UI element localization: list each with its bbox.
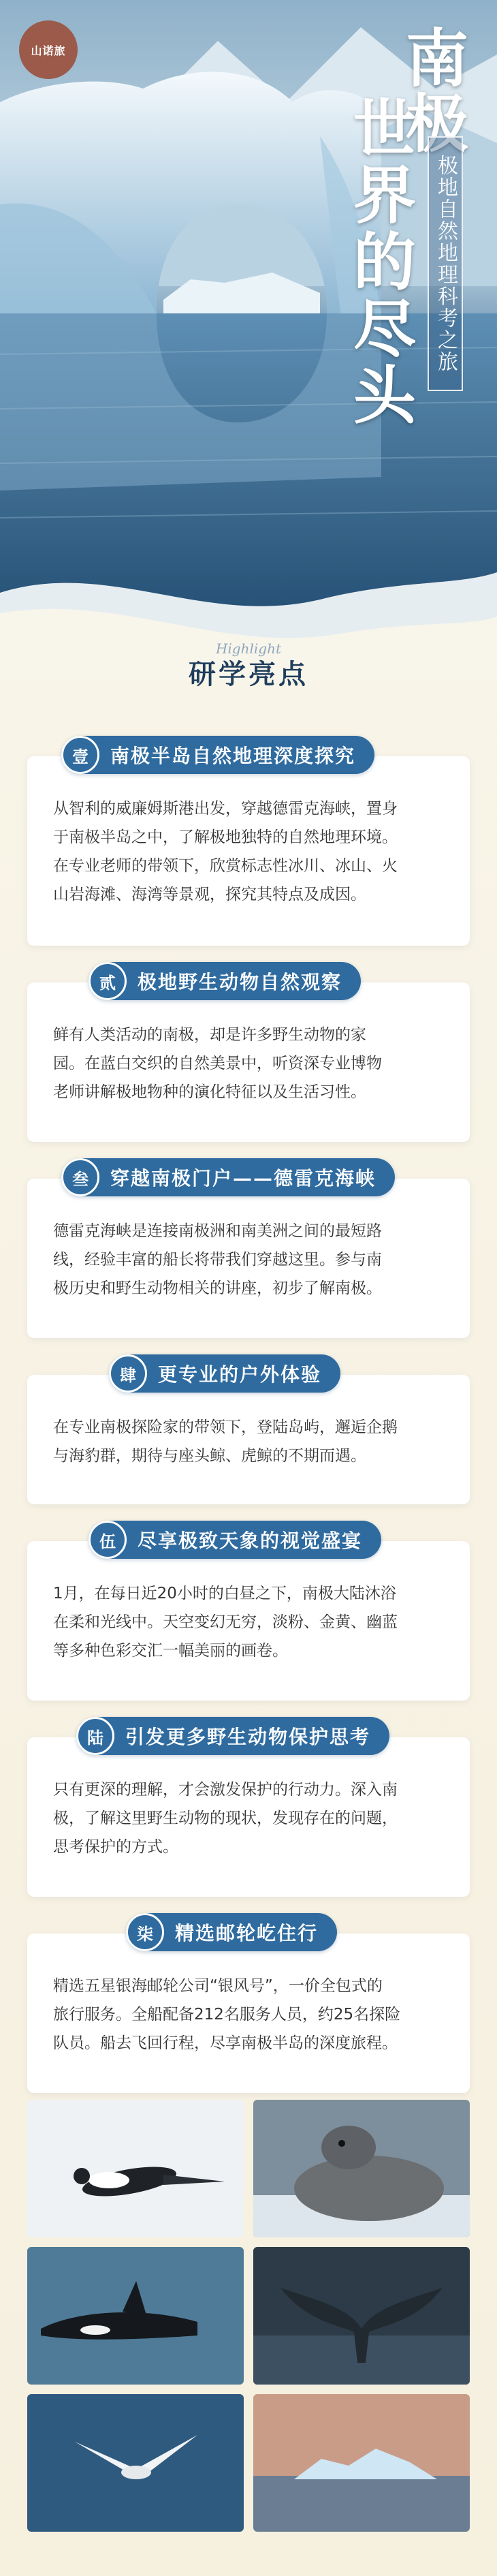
card-1-line: 山岩海滩、海湾等景观，探究其特点及成因。 [53,886,366,903]
section-title-en: Highlight [215,640,282,657]
card-6-line: 思考保护的方式。 [53,1838,178,1856]
card-7-text [53,1972,447,2058]
pill-6-number: 陆 [76,1717,114,1755]
whale-tail-photo [253,2247,470,2385]
hero-subtitle: 极地自然地理科考之旅 [428,136,463,391]
pill-2-title: 极地野生动物自然观察 [138,971,342,993]
photo-grid [27,2100,470,2536]
section-title-cn: 研学亮点 [189,658,308,690]
card-1-text [53,794,447,909]
card-6-line: 只有更深的理解，才会激发保护的行动力。深入南 [53,1781,398,1799]
card-7-line: 队员。船去飞回行程，尽享南极半岛的深度旅程。 [53,2034,398,2052]
pill-3-title: 穿越南极门户——德雷克海峡 [110,1167,376,1190]
highlight-card-5 [27,1541,470,1701]
logo-text: 山诺旅 [31,44,66,57]
card-7-line: 精选五星银海邮轮公司“银风号”，一价全包式的 [53,1977,383,1995]
card-3-text [53,1217,447,1303]
orca-photo [27,2247,244,2385]
pill-5-number: 伍 [89,1521,127,1559]
iceberg-image [253,2394,470,2532]
card-4-line: 在专业南极探险家的带领下，登陆岛屿，邂逅企鹅 [53,1418,398,1436]
card-2-line: 老师讲解极地物种的演化特征以及生活习性。 [53,1083,366,1101]
albatross-photo [27,2394,244,2532]
section-header [0,640,497,692]
card-4-line: 与海豹群，期待与座头鲸、虎鲸的不期而遇。 [53,1447,366,1465]
highlight-pill-1 [61,736,374,774]
card-5-line: 1月，在每日近20小时的白昼之下，南极大陆沐浴 [53,1585,396,1602]
brand-logo [19,20,78,79]
hero-title-2: 世界的尽头 [343,95,417,429]
penguin-photo [27,2100,244,2237]
hero-title-line2 [343,95,417,429]
card-1-line: 于南极半岛之中，了解极地独特的自然地理环境。 [53,828,398,846]
card-3-line: 极历史和野生动物相关的讲座，初步了解南极。 [53,1279,382,1297]
card-7-line: 旅行服务。全船配备212名服务人员，约25名探险 [53,2006,401,2023]
albatross-image [27,2394,244,2532]
card-3-line: 线，经验丰富的船长将带我们穿越这里。参与南 [53,1251,382,1269]
orca-image [27,2247,244,2385]
card-5-line: 在柔和光线中。天空变幻无穷，淡粉、金黄、幽蓝 [53,1613,398,1631]
card-2-line: 园。在蓝白交织的自然美景中，听资深专业博物 [53,1055,382,1072]
highlight-pill-3 [61,1158,395,1196]
iceberg-photo [253,2394,470,2532]
seal-photo [253,2100,470,2237]
card-6-line: 极，了解这里野生动物的现状，发现存在的问题， [53,1810,398,1827]
card-1-line: 从智利的威廉姆斯港出发，穿越德雷克海峡，置身 [53,800,398,818]
card-5-line: 等多种色彩交汇一幅美丽的画卷。 [53,1642,288,1660]
highlight-card-6 [27,1737,470,1897]
card-3-line: 德雷克海峡是连接南极洲和南美洲之间的最短路 [53,1222,382,1240]
card-6-text [53,1775,447,1861]
highlight-pill-2 [89,962,361,1000]
highlight-pill-7 [126,1913,337,1951]
penguin-image [27,2100,244,2237]
highlight-card-3 [27,1179,470,1338]
pill-2-number: 贰 [89,962,127,1000]
card-4-text [53,1413,447,1470]
seal-image [253,2100,470,2237]
card-5-text [53,1579,447,1665]
whale-tail-image [253,2247,470,2385]
pill-4-number: 肆 [109,1354,147,1393]
pill-5-title: 尽享极致天象的视觉盛宴 [138,1530,363,1552]
pill-6-title: 引发更多野生动物保护思考 [125,1726,371,1748]
hero-title-1: 南极 [405,22,468,161]
highlight-card-4 [27,1375,470,1504]
highlight-pill-6 [76,1717,389,1755]
pill-3-number: 叁 [61,1158,99,1196]
highlight-pill-5 [89,1521,381,1559]
highlight-card-1 [27,756,470,946]
pill-4-title: 更专业的户外体验 [158,1363,322,1386]
highlight-card-2 [27,982,470,1142]
highlight-card-7 [27,1934,470,2093]
card-2-text [53,1021,447,1106]
card-2-line: 鲜有人类活动的南极，却是许多野生动物的家 [53,1026,366,1044]
card-1-line: 在专业老师的带领下，欣赏标志性冰川、冰山、火 [53,857,398,875]
pill-1-number: 壹 [61,736,99,774]
highlight-pill-4 [109,1354,340,1393]
pill-1-title: 南极半岛自然地理深度探究 [110,745,356,767]
pill-7-title: 精选邮轮屹住行 [175,1922,319,1944]
pill-7-number: 柒 [126,1913,164,1951]
hero-banner [0,0,497,681]
